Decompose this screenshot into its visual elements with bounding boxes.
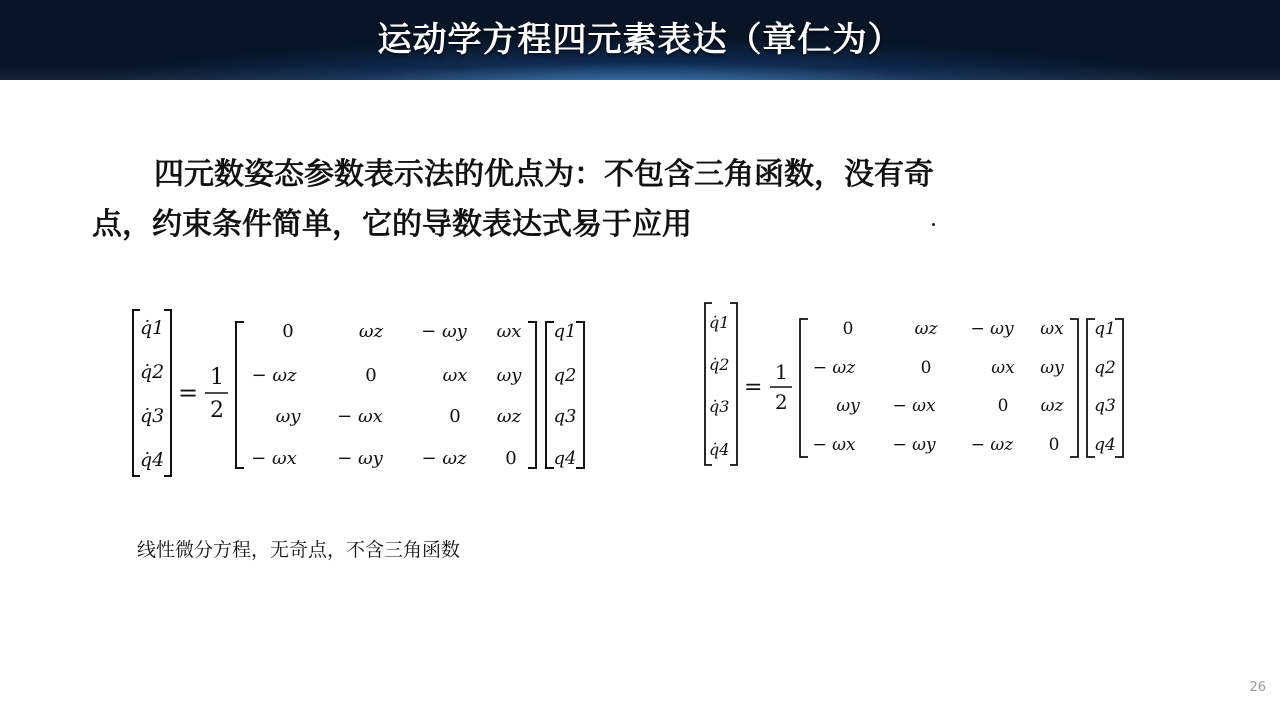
m1-r1c4: ωx [496, 321, 522, 342]
m1-r4c2: − ωy [337, 448, 383, 469]
equals-sign: = [178, 379, 199, 407]
m2-r3c1: ωy [836, 396, 860, 416]
coef-numerator: 1 [775, 360, 788, 384]
quaternion-equation-left [128, 298, 598, 488]
m1-r2c1: − ωz [251, 365, 297, 386]
m2-r4c4: 0 [1048, 435, 1060, 455]
m1-r4c3: − ωz [421, 448, 467, 469]
coef-denominator: 2 [210, 398, 224, 423]
m1-r1c2: ωz [358, 321, 384, 342]
lhs-q1-dot: q̇1 [140, 317, 165, 339]
m2-r1c4: ωx [1040, 319, 1064, 339]
m2-r1c3: − ωy [970, 319, 1014, 339]
m2-r2c1: − ωz [812, 358, 856, 378]
m1-r4c4: 0 [505, 448, 517, 469]
m2-r3c4: ωz [1040, 396, 1064, 416]
rhs-q4: q4 [553, 448, 577, 469]
coef-denominator: 2 [775, 390, 788, 414]
lhs-q2-dot: q̇2 [709, 355, 730, 374]
rhs-q1: q1 [1094, 319, 1116, 339]
rhs-q3: q3 [553, 406, 577, 427]
title-banner [0, 0, 1280, 80]
slide-title: 运动学方程四元素表达（章仁为） [377, 20, 903, 60]
page-number: 26 [1249, 680, 1266, 695]
lhs-q4-dot: q̇4 [140, 449, 165, 471]
lhs-q3-dot: q̇3 [140, 405, 165, 427]
rhs-q2: q2 [553, 365, 577, 386]
lhs-q4-dot: q̇4 [709, 440, 730, 459]
m2-r1c2: ωz [914, 319, 938, 339]
m2-r4c2: − ωy [892, 435, 936, 455]
m2-r1c1: 0 [842, 319, 854, 339]
rhs-q3: q3 [1094, 396, 1116, 416]
m1-r4c1: − ωx [251, 448, 297, 469]
paragraph-line-2: 点，约束条件简单，它的导数表达式易于应用 [92, 207, 692, 242]
lhs-q3-dot: q̇3 [709, 397, 730, 416]
rhs-q1: q1 [553, 321, 577, 342]
m1-r1c1: 0 [282, 321, 294, 342]
rhs-q2: q2 [1094, 358, 1116, 378]
m2-r4c3: − ωz [970, 435, 1014, 455]
advantages-paragraph [92, 150, 1022, 250]
rhs-q4: q4 [1094, 435, 1116, 455]
m1-r3c4: ωz [496, 406, 522, 427]
m2-r2c2: 0 [920, 358, 932, 378]
m1-r3c3: 0 [449, 406, 461, 427]
quaternion-equation-right [700, 295, 1140, 473]
m2-r3c3: 0 [997, 396, 1009, 416]
m1-r2c2: 0 [365, 365, 377, 386]
lhs-q2-dot: q̇2 [140, 361, 165, 383]
m2-r2c4: ωy [1040, 358, 1064, 378]
stray-dot [932, 223, 935, 226]
equals-sign: = [744, 375, 763, 400]
m1-r2c3: ωx [442, 365, 468, 386]
m1-r1c3: − ωy [421, 321, 467, 342]
m1-r3c2: − ωx [337, 406, 383, 427]
m1-r2c4: ωy [496, 365, 522, 386]
m2-r4c1: − ωx [812, 435, 856, 455]
paragraph-line-1: 四元数姿态参数表示法的优点为：不包含三角函数，没有奇 [154, 157, 934, 192]
m2-r3c2: − ωx [892, 396, 936, 416]
equation-caption: 线性微分方程，无奇点，不含三角函数 [137, 539, 461, 561]
coef-numerator: 1 [210, 365, 224, 390]
lhs-q1-dot: q̇1 [709, 313, 730, 332]
m1-r3c1: ωy [275, 406, 301, 427]
m2-r2c3: ωx [991, 358, 1015, 378]
